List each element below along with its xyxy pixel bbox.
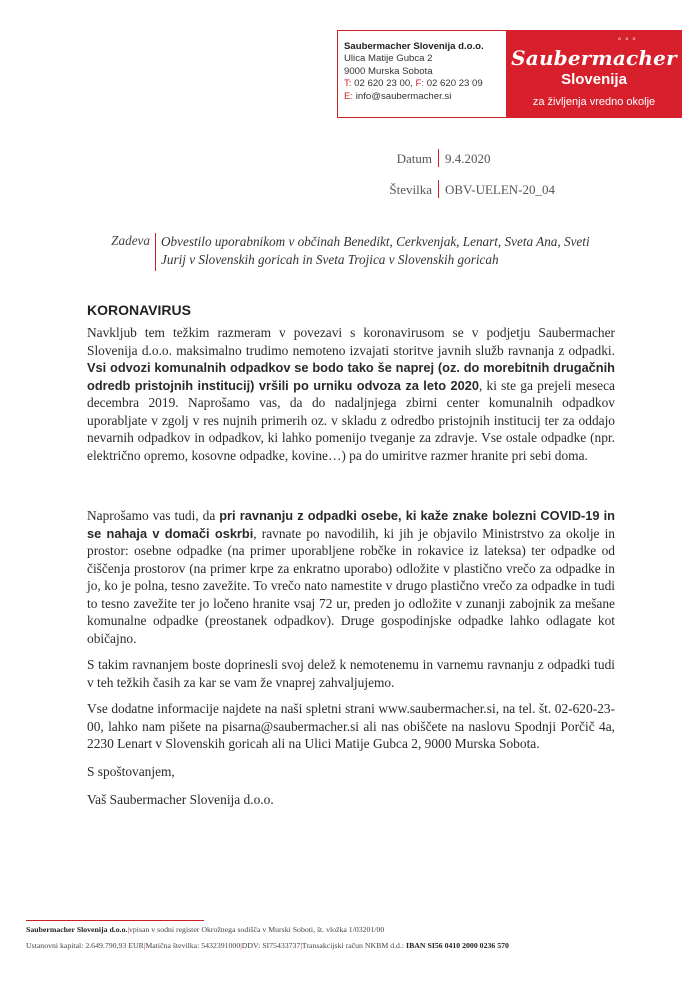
closing-greeting: S spoštovanjem, [87, 764, 175, 779]
number-label: Številka [389, 182, 432, 197]
p2-intro: Naprošamo vas tudi, da [87, 508, 220, 523]
p2-bold: pri ravnanju z odpadki osebe, ki kaže znake bolezni COVID-19 in se nahaja v domači oskrbi [87, 508, 615, 541]
footer-capital: Ustanovni kapital: 2.649.790,93 EUR [26, 941, 144, 950]
letterhead [337, 30, 682, 118]
email-key: E: [344, 90, 354, 102]
email-address: info@saubermacher.si [355, 90, 452, 102]
company-name: Saubermacher Slovenija d.o.o. [344, 41, 484, 52]
subject-divider [155, 233, 156, 271]
date-label: Datum [396, 151, 432, 166]
paragraph-2 [87, 507, 615, 647]
footer-iban: IBAN SI56 0410 2000 0236 570 [406, 941, 509, 950]
email-line [344, 91, 484, 103]
footer-line-1: Saubermacher Slovenija d.o.o.|vpisan v sodni register Okrožnega sodišča v Murski Soboti, št. vložka 1/03201/00 [26, 925, 385, 934]
brand-name: Saubermacher [511, 46, 677, 70]
number-value: OBV-UELEN-20_04 [445, 182, 556, 197]
phone-number: 02 620 23 00, [354, 78, 413, 90]
footer-register: vpisan v sodni register Okrožnega sodišča v Murski Soboti, št. vložka 1/03201/00 [129, 925, 385, 934]
number-divider [438, 180, 439, 198]
section-heading: KORONAVIRUS [87, 302, 191, 318]
closing-signature: Vaš Saubermacher Slovenija d.o.o. [87, 792, 274, 807]
p2-rest: , ravnate po navodilih, ki jih je objavilo Ministrstvo za okolje in prostor: osebne odpadke (na primer uporabljene robčke in rokavice iz lateksa) ter odpadke od čiščenja prostorov (na primer krpe za enkratno uporabo) odložite v plastično vrečo za odpadke in jo, ko je polna, tesno zavežite. To vrečo nato namestite v drugo plastično vrečo za odpadke in tudi to tesno zavežite ter jo ločeno hranite vsaj 72 ur, preden jo odložite v zunanji zabojnik za mešane komunalne odpadke (preostanek odpadkov). Druge gospodinjske odpadke lahko odlagate kot običajno. [87, 525, 615, 646]
date-value: 9.4.2020 [445, 151, 491, 166]
subject-text: Obvestilo uporabnikom v občinah Benedikt, Cerkvenjak, Lenart, Sveta Ana, Sveti Jurij v Slovenskih goricah in Sveta Trojica v Slovenskih goricah [161, 234, 590, 267]
phone-line [344, 78, 484, 90]
logo-dots-icon: ° ° ° [618, 36, 637, 45]
phone-key: T: [344, 78, 352, 90]
brand-country: Slovenija [561, 71, 627, 88]
paragraph-4: Vse dodatne informacije najdete na naši spletni strani www.saubermacher.si, na tel. št. 02-620-23-00, lahko nam pišete na pisarna@saubermacher.si ali nas obiščete na naslovu Spodnji Porčič 4a, 2230 Lenart v Slovenskih goricah ali na Ulici Matije Gubca 2, 9000 Murska Sobota. [87, 701, 615, 751]
footer-reg-no: Matična številka: 5432391000 [145, 941, 241, 950]
footer-vat: DDV: SI75433737 [241, 941, 301, 950]
footer-account-label: Transakcijski račun NKBM d.d.: [301, 941, 405, 950]
p1-rest: , ki ste ga prejeli meseca decembra 2019. Naprošamo vas, da do nadaljnjega zbirni center komunalnih odpadkov uporabljate v zgolj v res nujnih primerih oz. v skladu z odredbo pristojnih institucij ter za oddajo nevarnih odpadkov in odpadkov, ki lahko pomenijo tveganje za zdravje. Vse ostale odpadke (npr. električno opremo, kosovne odpadke, kovine…) pa do umiritve razmer hranite pri sebi doma. [87, 377, 616, 463]
brand-logo [506, 30, 682, 118]
contact-block [344, 41, 484, 103]
footer-divider [26, 920, 204, 921]
fax-key: F: [415, 78, 425, 90]
fax-number: 02 620 23 09 [426, 78, 483, 90]
footer-line-2: Ustanovni kapital: 2.649.790,93 EUR|Matična številka: 5432391000|DDV: SI75433737|Transakcijski račun NKBM d.d.: IBAN SI56 0410 2000 0236 570 [26, 941, 509, 950]
paragraph-1 [87, 324, 615, 464]
brand-tagline: za življenja vredno okolje [532, 96, 656, 108]
city-address: 9000 Murska Sobota [344, 65, 433, 77]
date-divider [438, 149, 439, 167]
street-address: Ulica Matije Gubca 2 [344, 53, 433, 65]
subject-label: Zadeva [111, 233, 150, 248]
p1-intro: Navkljub tem težkim razmeram v povezavi s koronavirusom se v podjetju Saubermacher Slovenija d.o.o. maksimalno trudimo nemoteno izvajati storitve javnih služb ravnanja z odpadki. [87, 325, 615, 358]
paragraph-3: S takim ravnanjem boste doprinesli svoj delež k nemotenemu in varnemu ravnanju z odpadki tudi v teh težkih časih za kar se vam že vnaprej zahvaljujemo. [87, 657, 615, 690]
p1-bold: Vsi odvozi komunalnih odpadkov se bodo tako še naprej (oz. do morebitnih drugačnih odredb pristojnih institucij) vršili po urniku odvoza za leto 2020 [87, 360, 615, 393]
footer-company: Saubermacher Slovenija d.o.o. [26, 925, 128, 934]
